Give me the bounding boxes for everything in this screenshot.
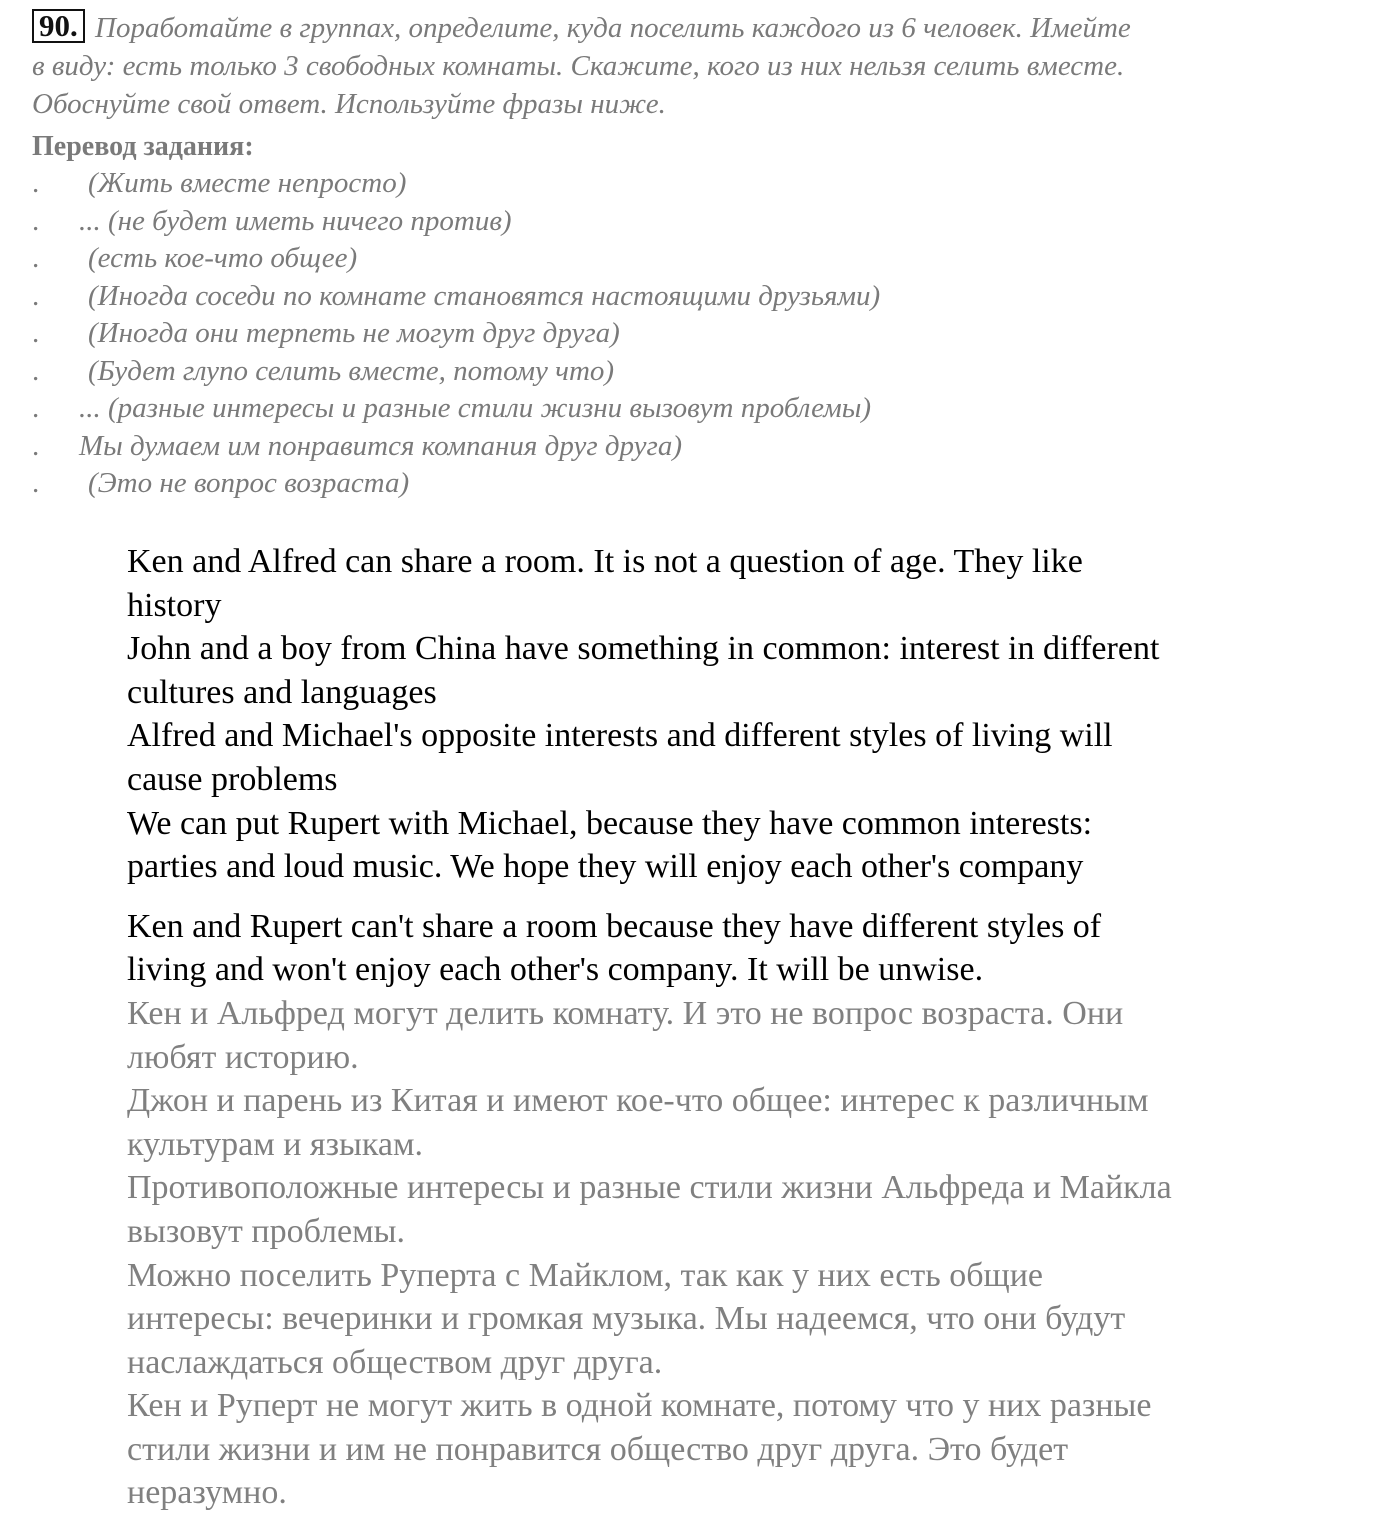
answer-en-line: cultures and languages (127, 673, 437, 711)
phrase-text: (Иногда они терпеть не могут друг друга) (88, 317, 620, 349)
phrase-text: ... (не будет иметь ничего против) (79, 204, 512, 237)
answer-en-paragraph (127, 905, 1337, 992)
answer-block (127, 540, 1337, 1515)
answer-en-line: parties and loud music. We hope they will enjoy each other's company (127, 848, 1084, 886)
task-instruction-line-2: в виду: есть только 3 свободных комнаты. Скажите, кого из них нельзя селить вместе. (32, 50, 1125, 82)
answer-ru-line: неразумно. (127, 1474, 287, 1512)
answer-ru-line: культурам и языкам. (127, 1125, 423, 1163)
phrase-bullet: . (32, 317, 40, 349)
answer-en-line: Ken and Alfred can share a room. It is not a question of age. They like (127, 543, 1083, 580)
answer-ru-paragraph (127, 1166, 1337, 1253)
phrase-bullet: . (32, 167, 40, 199)
answer-en-paragraph (127, 802, 1337, 889)
answer-ru-line: наслаждаться обществом друг друга. (127, 1343, 663, 1381)
answer-ru-line: Кен и Альфред могут делить комнату. И это не вопрос возраста. Они (127, 994, 1124, 1032)
answer-ru-line: Противоположные интересы и разные стили жизни Альфреда и Майкла (127, 1169, 1172, 1207)
phrase-bullet: . (32, 429, 40, 462)
phrase-text: (Это не вопрос возраста) (88, 467, 410, 499)
phrase-bullet: . (32, 467, 40, 499)
answer-en-paragraph (127, 627, 1337, 714)
answer-en-line: Alfred and Michael's opposite interests and different styles of living will (127, 717, 1113, 755)
task-instruction-text-1: Поработайте в группах, определите, куда поселить каждого из 6 человек. Имейте (95, 12, 1131, 44)
answer-en-line: history (127, 586, 222, 624)
phrase-text: (есть кое-что общее) (88, 242, 358, 274)
answer-ru-paragraph (127, 992, 1337, 1079)
answer-en-line: cause problems (127, 760, 338, 798)
task-instruction (32, 9, 1372, 123)
answer-en-paragraph (127, 714, 1337, 801)
translation-heading: Перевод задания: (32, 131, 254, 162)
phrase-bullet: . (32, 392, 40, 424)
answer-ru-paragraph (127, 1079, 1337, 1166)
phrase-bullet: . (32, 279, 40, 312)
answer-en-paragraph (127, 540, 1337, 627)
answer-en-line: Ken and Rupert can't share a room because they have different styles of (127, 907, 1102, 945)
answer-ru-paragraph (127, 1254, 1337, 1385)
answer-ru-line: Джон и парень из Китая и имеют кое-что общее: интерес к различным (127, 1082, 1149, 1120)
phrase-text: (Будет глупо селить вместе, потому что) (88, 354, 615, 387)
phrase-bullet: . (32, 204, 40, 237)
phrase-bullet: . (32, 354, 40, 387)
answer-ru-line: интересы: вечеринки и громкая музыка. Мы надеемся, что они будут (127, 1300, 1126, 1338)
phrase-bullet: . (32, 242, 40, 274)
phrase-text: ... (разные интересы и разные стили жизни вызовут проблемы) (79, 392, 872, 424)
answer-en-line: We can put Rupert with Michael, because they have common interests: (127, 804, 1093, 842)
answer-ru-line: вызовут проблемы. (127, 1212, 405, 1250)
phrase-text: (Жить вместе непросто) (88, 167, 407, 199)
task-instruction-line-1 (32, 9, 1372, 47)
phrase-text: (Иногда соседи по комнате становятся настоящими друзьями) (88, 279, 881, 312)
answer-ru-line: любят историю. (127, 1038, 359, 1076)
task-instruction-line-3: Обоснуйте свой ответ. Используйте фразы ниже. (32, 88, 666, 120)
answer-en-line: living and won't enjoy each other's company. It will be unwise. (127, 951, 984, 989)
answer-ru-line: Можно поселить Руперта с Майклом, так как у них есть общие (127, 1256, 1044, 1294)
answer-ru-paragraph (127, 1384, 1337, 1515)
phrase-text: Мы думаем им понравится компания друг друга) (79, 429, 683, 462)
answer-ru-line: стили жизни и им не понравится общество друг друга. Это будет (127, 1430, 1069, 1468)
task-number-badge: 90. (32, 9, 85, 43)
answer-ru-line: Кен и Руперт не могут жить в одной комнате, потому что у них разные (127, 1387, 1152, 1425)
answer-en-line: John and a boy from China have something in common: interest in different (127, 630, 1160, 668)
